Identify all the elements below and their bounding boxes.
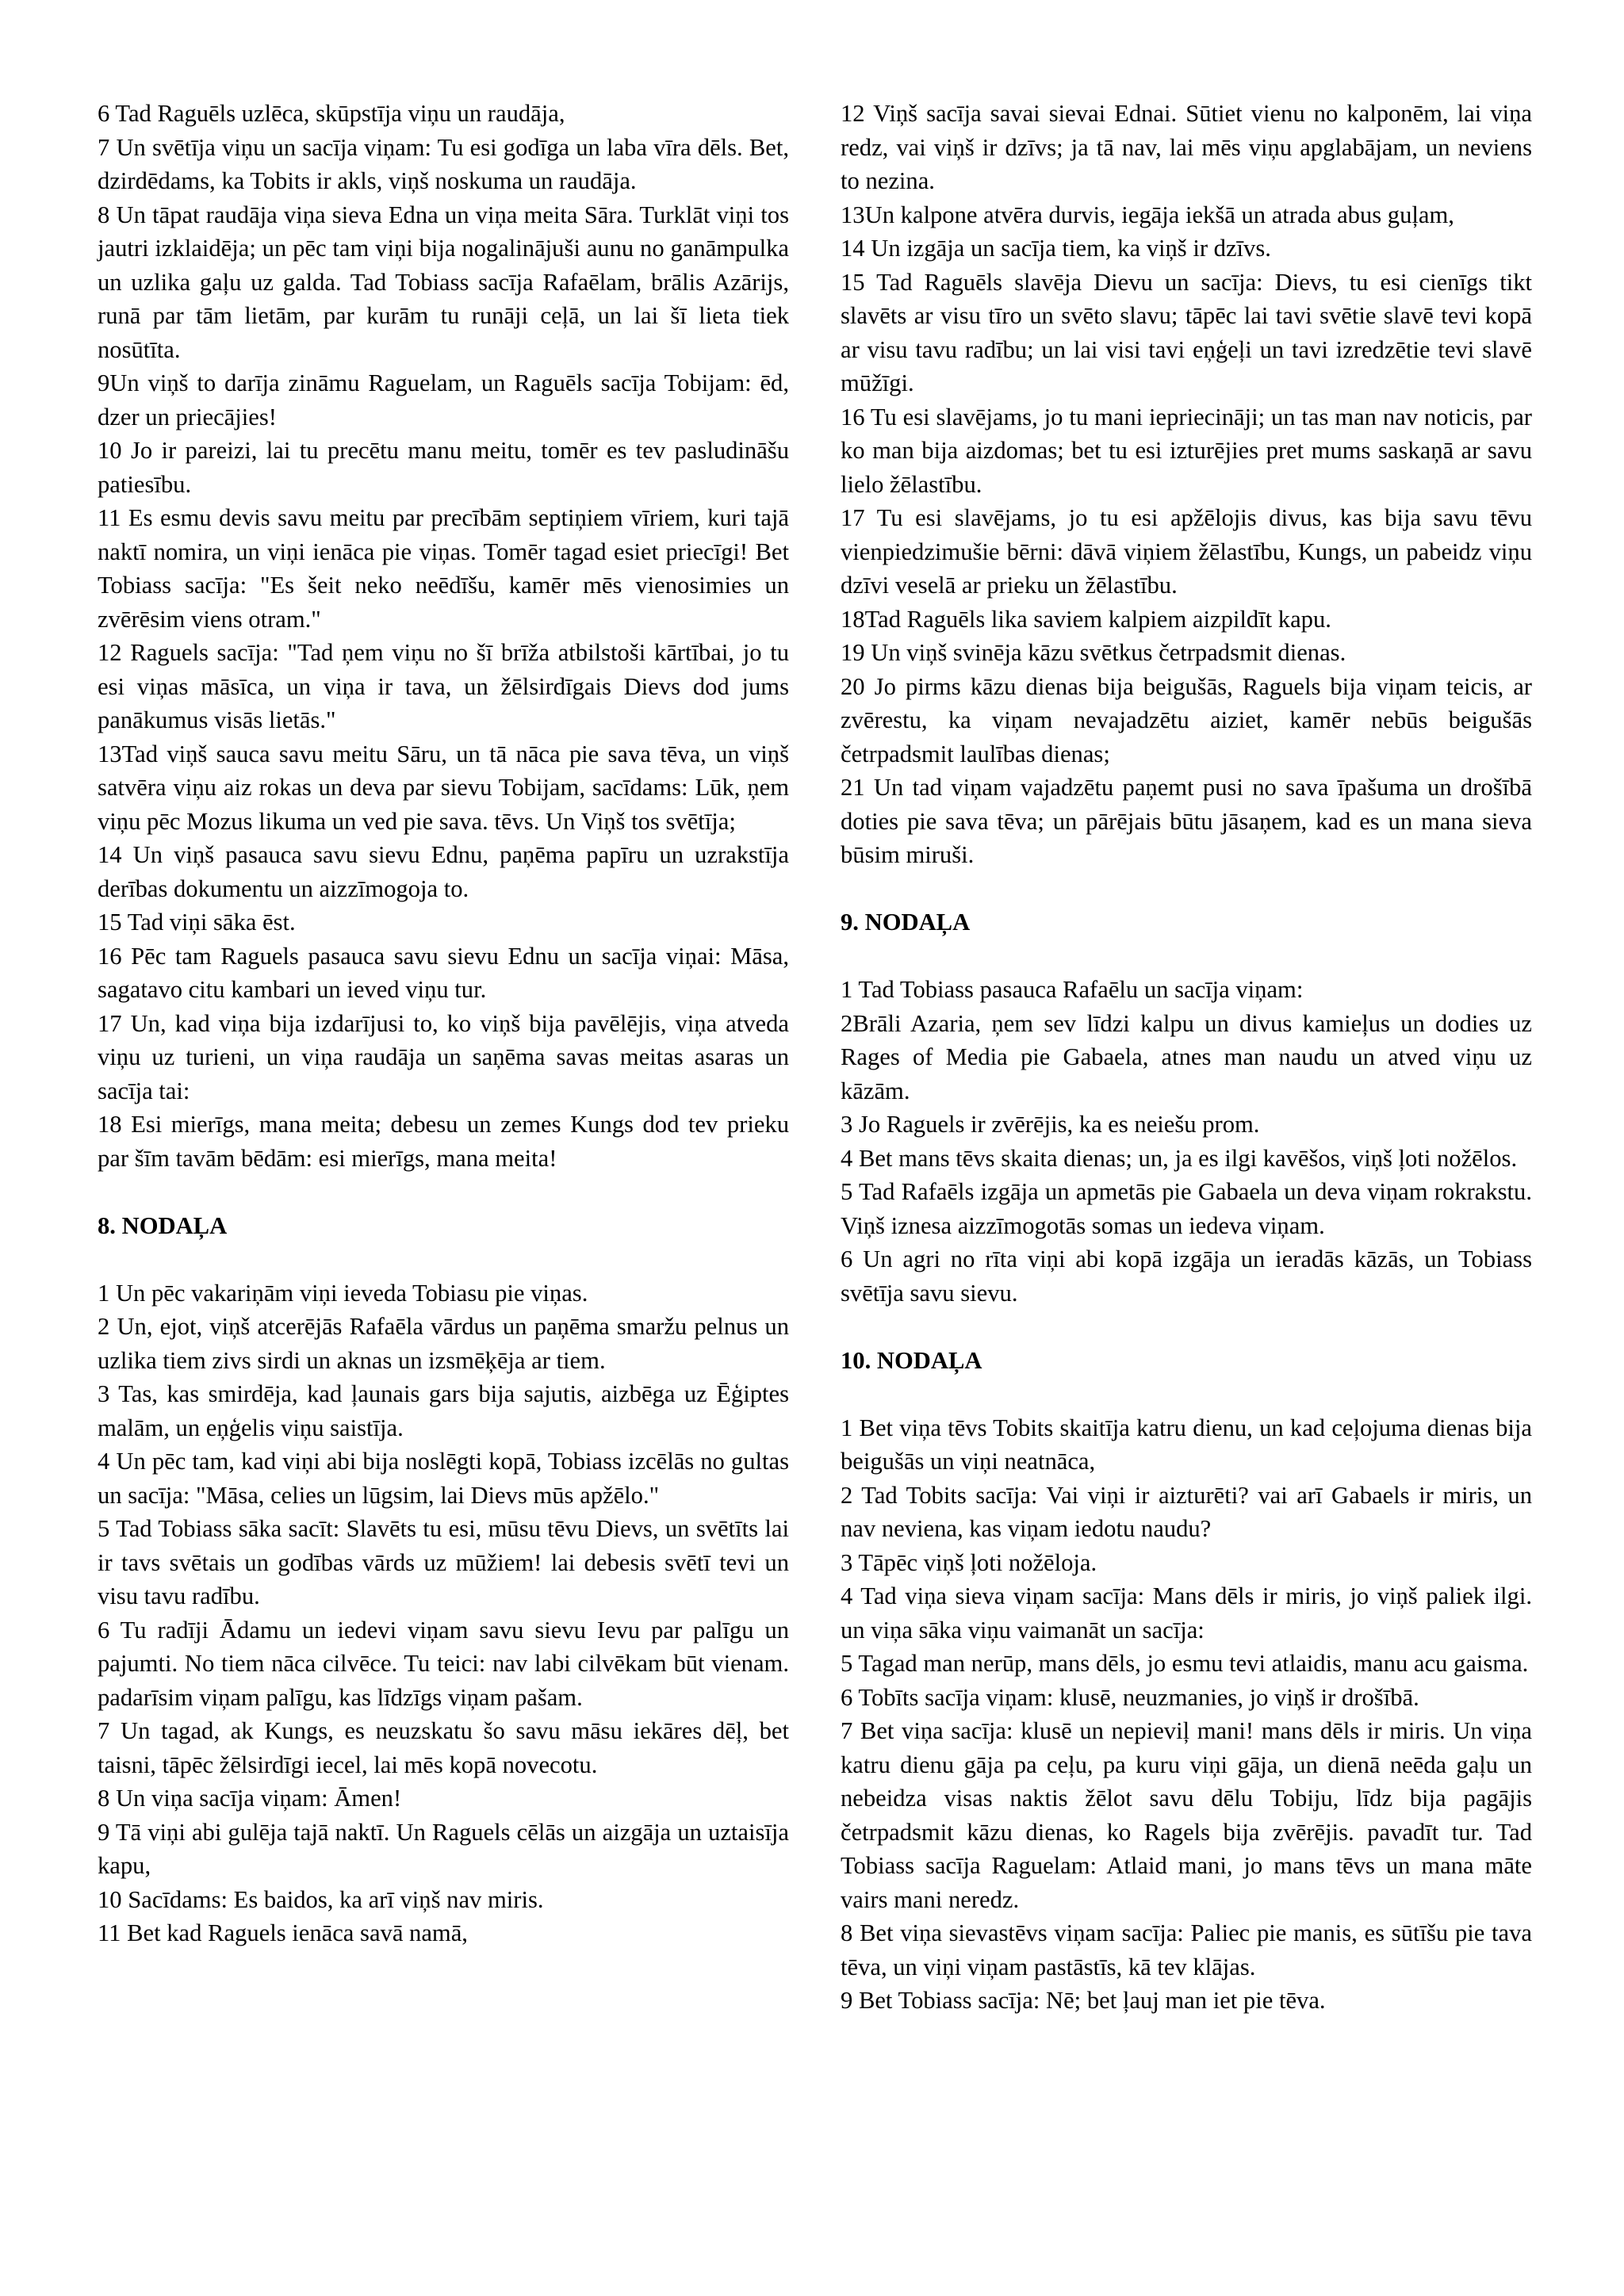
verse: 1 Tad Tobiass pasauca Rafaēlu un sacīja viņam: xyxy=(841,976,1304,1003)
verse: 8 Un viņa sacīja viņam: Āmen! xyxy=(98,1785,402,1812)
verse: 8 Bet viņa sievastēvs viņam sacīja: Paliec pie manis, es sūtīšu pie tava tēva, un viņi viņam pastāstīs, kā tev klājas. xyxy=(841,1919,1532,1980)
verse: 6 Tu radīji Ādamu un iedevi viņam savu sievu Ievu par palīgu un pajumti. No tiem nāca cilvēce. Tu teici: nav labi cilvēkam būt vienam. padarīsim viņam palīgu, kas līdzīgs viņam pašam. xyxy=(98,1616,789,1711)
left-column xyxy=(98,97,789,1950)
verse: 3 Tāpēc viņš ļoti nožēloja. xyxy=(841,1548,1097,1576)
verse: 6 Tobīts sacīja viņam: klusē, neuzmanies, jo viņš ir drošībā. xyxy=(841,1683,1419,1711)
right-verses-block1 xyxy=(841,97,1532,872)
verse: 15 Tad viņi sāka ēst. xyxy=(98,909,296,936)
chapter-heading-8: 8. NODAĻA xyxy=(98,1211,228,1239)
verse: 18 Esi mierīgs, mana meita; debesu un zemes Kungs dod tev prieku par šīm tavām bēdām: esi mierīgs, mana meita! xyxy=(98,1111,789,1172)
verse: 9 Bet Tobiass sacīja: Nē; bet ļauj man iet pie tēva. xyxy=(841,1987,1326,2014)
right-verses-block2 xyxy=(841,973,1532,1310)
verse: 17 Tu esi slavējams, jo tu esi apžēlojis divus, kas bija savu tēvu vienpiedzimušie bērni: dāvā viņiem žēlastību, Kungs, un pabeidz viņu dzīvi veselā ar prieku un žēlastību. xyxy=(841,504,1532,599)
verse: 13Tad viņš sauca savu meitu Sāru, un tā nāca pie sava tēva, un viņš satvēra viņu aiz rokas un deva par sievu Tobijam, sacīdams: Lūk, ņem viņu pēc Mozus likuma un ved pie sava. tēvs. Un Viņš tos svētīja; xyxy=(98,740,789,835)
verse: 6 Un agri no rīta viņi abi kopā izgāja un ieradās kāzās, un Tobiass svētīja savu sievu. xyxy=(841,1246,1532,1307)
verse: 2Brāli Azaria, ņem sev līdzi kalpu un divus kamieļus un dodies uz Rages of Media pie Gabaela, atnes man naudu un atved viņu uz kāzām. xyxy=(841,1009,1532,1104)
verse: 4 Un pēc tam, kad viņi abi bija noslēgti kopā, Tobiass izcēlās no gultas un sacīja: "Māsa, celies un lūgsim, lai Dievs mūs apžēlo." xyxy=(98,1448,789,1509)
verse: 3 Jo Raguels ir zvērējis, ka es neiešu prom. xyxy=(841,1111,1260,1138)
right-column xyxy=(841,97,1532,2018)
verse: 16 Pēc tam Raguels pasauca savu sievu Ednu un sacīja viņai: Māsa, sagatavo citu kambari un ieved viņu tur. xyxy=(98,942,789,1003)
verse: 1 Un pēc vakariņām viņi ieveda Tobiasu pie viņas. xyxy=(98,1279,588,1307)
verse: 4 Tad viņa sieva viņam sacīja: Mans dēls ir miris, jo viņš paliek ilgi. un viņa sāka viņu vaimanāt un sacīja: xyxy=(841,1582,1532,1644)
verse: 12 Raguels sacīja: "Tad ņem viņu no šī brīža atbilstoši kārtībai, jo tu esi viņas māsīca, un viņa ir tava, un žēlsirdīgais Dievs dod jums panākumus visās lietās." xyxy=(98,639,789,733)
chapter-heading-9: 9. NODAĻA xyxy=(841,909,971,936)
verse: 21 Un tad viņam vajadzētu paņemt pusi no sava īpašuma un drošībā doties pie sava tēva; un pārējais būtu jāsaņem, kad es un mana sieva būsim miruši. xyxy=(841,774,1532,868)
verse: 10 Sacīdams: Es baidos, ka arī viņš nav miris. xyxy=(98,1885,544,1913)
verse: 6 Tad Raguēls uzlēca, skūpstīja viņu un raudāja, xyxy=(98,100,565,127)
verse: 7 Bet viņa sacīja: klusē un nepieviļ mani! mans dēls ir miris. Un viņa katru dienu gāja pa ceļu, pa kuru viņi gāja, un dienā neēda gaļu un nebeidza visas naktis žēlot savu dēlu Tobiju, līdz bija pagājis četrpadsmit kāzu dienas, ko Ragels bija zvērējis. pavadīt tur. Tad Tobiass sacīja Raguelam: Atlaid mani, jo mans tēvs un mana māte vairs mani neredz. xyxy=(841,1717,1532,1913)
verse: 5 Tagad man nerūp, mans dēls, jo esmu tevi atlaidis, manu acu gaisma. xyxy=(841,1650,1529,1677)
verse: 2 Un, ejot, viņš atcerējās Rafaēla vārdus un paņēma smaržu pelnus un uzlika tiem zivs sirdi un aknas un izsmēķēja ar tiem. xyxy=(98,1313,789,1374)
right-verses-block3 xyxy=(841,1411,1532,2018)
verse: 7 Un svētīja viņu un sacīja viņam: Tu esi godīga un laba vīra dēls. Bet, dzirdēdams, ka Tobits ir akls, viņš noskuma un raudāja. xyxy=(98,133,789,194)
verse: 1 Bet viņa tēvs Tobits skaitīja katru dienu, un kad ceļojuma dienas bija beigušās un viņi neatnāca, xyxy=(841,1414,1532,1475)
verse: 5 Tad Tobiass sāka sacīt: Slavēts tu esi, mūsu tēvu Dievs, un svētīts lai ir tavs svētais un godības vārds uz mūžiem! lai debesis svētī tevi un visu tavu radību. xyxy=(98,1515,789,1609)
verse: 10 Jo ir pareizi, lai tu precētu manu meitu, tomēr es tev pasludināšu patiesību. xyxy=(98,437,789,498)
verse: 16 Tu esi slavējams, jo tu mani iepriecināji; un tas man nav noticis, par ko man bija aizdomas; bet tu esi izturējies pret mums saskaņā ar savu lielo žēlastību. xyxy=(841,403,1532,498)
verse: 13Un kalpone atvēra durvis, iegāja iekšā un atrada abus guļam, xyxy=(841,201,1454,228)
verse: 9Un viņš to darīja zināmu Raguelam, un Raguēls sacīja Tobijam: ēd, dzer un priecājies! xyxy=(98,369,789,430)
verse: 3 Tas, kas smirdēja, kad ļaunais gars bija sajutis, aizbēga uz Ēģiptes malām, un eņģelis viņu saistīja. xyxy=(98,1380,789,1441)
left-verses-block2 xyxy=(98,1276,789,1950)
verse: 20 Jo pirms kāzu dienas bija beigušās, Raguels bija viņam teicis, ar zvērestu, ka viņam nevajadzētu aiziet, kamēr nebūs beigušās četrpadsmit laulības dienas; xyxy=(841,672,1532,767)
chapter-heading-10: 10. NODAĻA xyxy=(841,1346,982,1374)
verse: 9 Tā viņi abi gulēja tajā naktī. Un Raguels cēlās un aizgāja un uztaisīja kapu, xyxy=(98,1818,789,1879)
verse: 18Tad Raguēls lika saviem kalpiem aizpildīt kapu. xyxy=(841,605,1331,633)
verse: 4 Bet mans tēvs skaita dienas; un, ja es ilgi kavēšos, viņš ļoti nožēlos. xyxy=(841,1144,1518,1172)
verse: 5 Tad Rafaēls izgāja un apmetās pie Gabaela un deva viņam rokrakstu. Viņš iznesa aizzīmogotās somas un iedeva viņam. xyxy=(841,1178,1532,1239)
verse: 14 Un viņš pasauca savu sievu Ednu, paņēma papīru un uzrakstīja derības dokumentu un aizzīmogoja to. xyxy=(98,841,789,902)
verse: 7 Un tagad, ak Kungs, es neuzskatu šo savu māsu iekāres dēļ, bet taisni, tāpēc žēlsirdīgi iecel, lai mēs kopā novecotu. xyxy=(98,1717,789,1778)
verse: 19 Un viņš svinēja kāzu svētkus četrpadsmit dienas. xyxy=(841,639,1346,666)
verse: 15 Tad Raguēls slavēja Dievu un sacīja: Dievs, tu esi cienīgs tikt slavēts ar visu tīro un svēto slavu; tāpēc lai tavi svētie slavē tevi kopā ar visu tavu radību; un lai visi tavi eņģeļi un tavi izredzētie tevi slavē mūžīgi. xyxy=(841,268,1532,396)
verse: 2 Tad Tobits sacīja: Vai viņi ir aizturēti? vai arī Gabaels ir miris, un nav neviena, kas viņam iedotu naudu? xyxy=(841,1481,1532,1542)
verse: 17 Un, kad viņa bija izdarījusi to, ko viņš bija pavēlējis, viņa atveda viņu uz turieni, un viņa raudāja un saņēma savas meitas asaras un sacīja tai: xyxy=(98,1009,789,1104)
left-verses-block1 xyxy=(98,97,789,1175)
verse: 8 Un tāpat raudāja viņa sieva Edna un viņa meita Sāra. Turklāt viņi tos jautri izklaidēja; un pēc tam viņi bija nogalinājuši aunu no ganāmpulka un uzlika gaļu uz galda. Tad Tobiass sacīja Rafaēlam, brālis Azārijs, runā par tām lietām, par kurām tu runāji ceļā, un lai šī lieta tiek nosūtīta. xyxy=(98,201,789,363)
verse: 14 Un izgāja un sacīja tiem, ka viņš ir dzīvs. xyxy=(841,235,1271,262)
verse: 12 Viņš sacīja savai sievai Ednai. Sūtiet vienu no kalponēm, lai viņa redz, vai viņš ir dzīvs; ja tā nav, lai mēs viņu apglabājam, un neviens to nezina. xyxy=(841,100,1532,194)
verse: 11 Bet kad Raguels ienāca savā namā, xyxy=(98,1919,468,1946)
verse: 11 Es esmu devis savu meitu par precībām septiņiem vīriem, kuri tajā naktī nomira, un viņi ienāca pie viņas. Tomēr tagad esiet priecīgi! Bet Tobiass sacīja: "Es šeit neko neēdīšu, kamēr mēs vienosimies un zvērēsim viens otram." xyxy=(98,504,789,633)
